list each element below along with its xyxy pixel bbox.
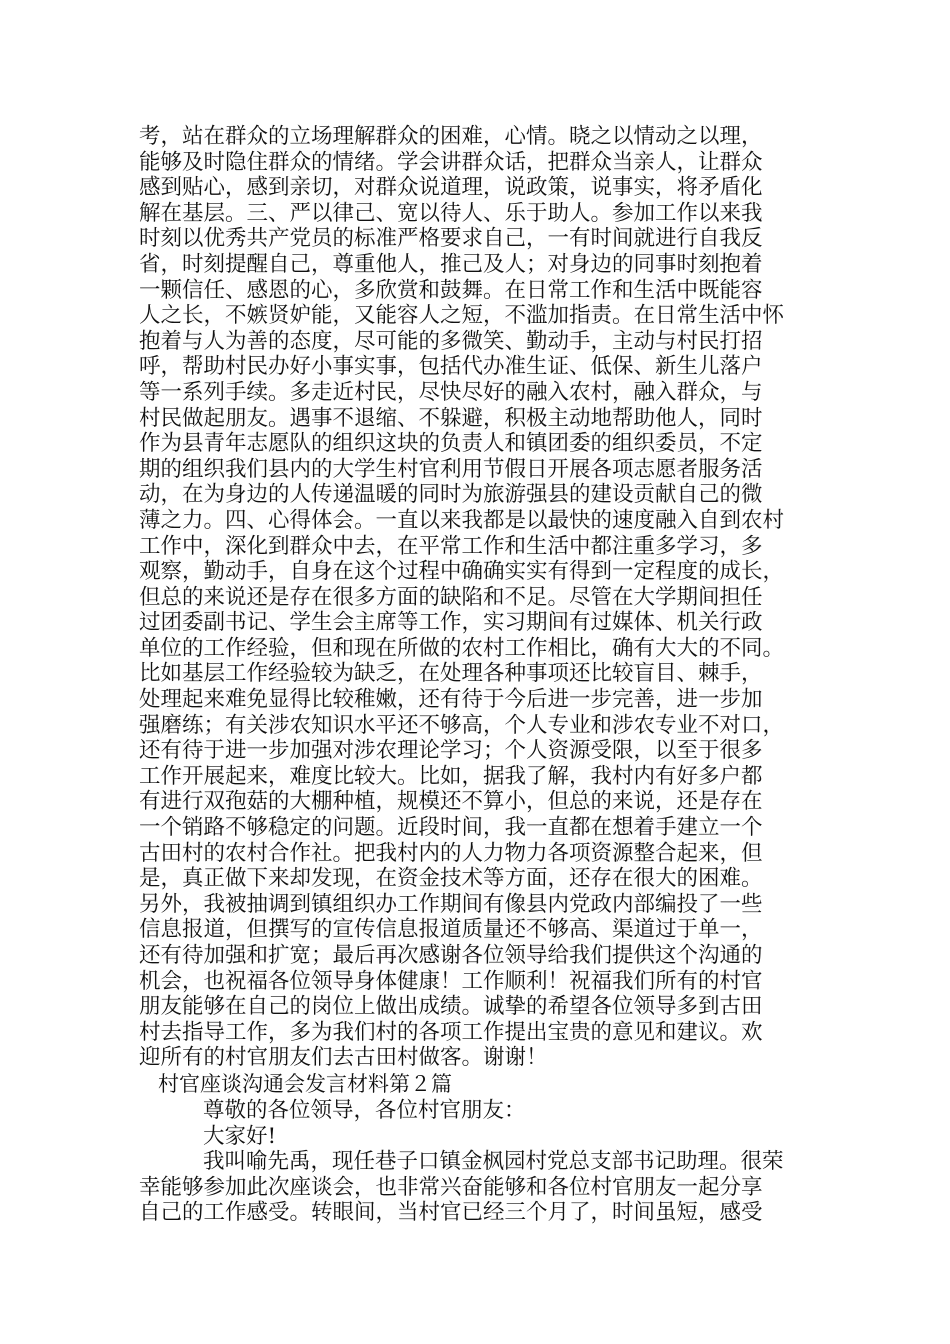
text-line: 村去指导工作，多为我们村的各项工作提出宝贵的意见和建议。欢 xyxy=(139,1019,763,1045)
text-line: 感到贴心，感到亲切，对群众说道理，说政策，说事实，将矛盾化 xyxy=(139,175,763,201)
second-section-text xyxy=(139,1098,829,1226)
text-line: 朋友能够在自己的岗位上做出成绩。诚挚的希望各位领导多到古田 xyxy=(139,994,763,1020)
text-line: 但总的来说还是存在很多方面的缺陷和不足。尽管在大学期间担任 xyxy=(139,584,763,610)
text-line: 考，站在群众的立场理解群众的困难，心情。晓之以情动之以理， xyxy=(139,124,763,149)
text-line: 迎所有的村官朋友们去古田村做客。谢谢！ xyxy=(139,1045,548,1071)
text-line: 另外，我被抽调到镇组织办工作期间有像县内党政内部编投了一些 xyxy=(139,891,763,917)
text-line: 古田村的农村合作社。把我村内的人力物力各项资源整合起来，但 xyxy=(139,840,763,866)
text-line: 信息报道，但撰写的宣传信息报道质量还不够高、渠道过于单一， xyxy=(139,917,763,943)
text-line: 动，在为身边的人传递温暖的同时为旅游强县的建设贡献自己的微 xyxy=(139,482,763,508)
text-line: 机会，也祝福各位领导身体健康！工作顺利！祝福我们所有的村官 xyxy=(139,968,763,994)
text-line: 比如基层工作经验较为缺乏，在处理各种事项还比较盲目、棘手， xyxy=(139,661,763,687)
text-line: 村民做起朋友。遇事不退缩、不躲避，积极主动地帮助他人，同时 xyxy=(139,405,763,431)
text-line: 呼，帮助村民办好小事实事，包括代办准生证、低保、新生儿落户 xyxy=(139,354,763,380)
text-line: 幸能够参加此次座谈会，也非常兴奋能够和各位村官朋友一起分享 xyxy=(139,1174,763,1200)
text-line: 大家好! xyxy=(203,1123,277,1149)
text-line: 尊敬的各位领导，各位村官朋友： xyxy=(203,1098,526,1123)
text-line: 我叫喻先禹，现任巷子口镇金枫园村党总支部书记助理。很荣 xyxy=(203,1149,784,1175)
text-line: 一颗信任、感恩的心，多欣赏和鼓舞。在日常工作和生活中既能容 xyxy=(139,277,763,303)
text-line: 人之长，不嫉贤妒能，又能容人之短，不滥加指责。在日常生活中怀 xyxy=(139,303,785,329)
text-line: 有进行双孢菇的大棚种植，规模还不算小，但总的来说，还是存在 xyxy=(139,789,763,815)
text-line: 观察，勤动手，自身在这个过程中确确实实有得到一定程度的成长， xyxy=(139,559,785,585)
text-line: 能够及时隐住群众的情绪。学会讲群众话，把群众当亲人，让群众 xyxy=(139,149,763,175)
text-line: 自己的工作感受。转眼间，当村官已经三个月了，时间虽短，感受 xyxy=(139,1200,763,1226)
text-line: 过团委副书记、学生会主席等工作，实习期间有过媒体、机关行政 xyxy=(139,610,763,636)
text-line: 省，时刻提醒自己，尊重他人，推己及人；对身边的同事时刻抱着 xyxy=(139,251,763,277)
text-line: 处理起来难免显得比较稚嫩，还有待于今后进一步完善，进一步加 xyxy=(139,687,763,713)
text-line: 还有待加强和扩宽；最后再次感谢各位领导给我们提供这个沟通的 xyxy=(139,943,763,968)
text-line: 工作开展起来，难度比较大。比如，据我了解，我村内有好多户都 xyxy=(139,763,763,789)
text-line: 期的组织我们县内的大学生村官利用节假日开展各项志愿者服务活 xyxy=(139,456,763,482)
text-line: 薄之力。四、心得体会。一直以来我都是以最快的速度融入自到农村 xyxy=(139,507,785,533)
text-line: 是，真正做下来却发现，在资金技术等方面，还存在很大的困难。 xyxy=(139,866,763,892)
text-line: 单位的工作经验，但和现在所做的农村工作相比，确有大大的不同。 xyxy=(139,635,785,661)
text-line: 工作中，深化到群众中去，在平常工作和生活中都注重多学习，多 xyxy=(139,533,763,559)
text-line: 一个销路不够稳定的问题。近段时间，我一直都在想着手建立一个 xyxy=(139,815,763,841)
text-line: 还有待于进一步加强对涉农理论学习；个人资源受限，以至于很多 xyxy=(139,738,763,764)
text-line: 时刻以优秀共产党员的标准严格要求自己，一有时间就进行自我反 xyxy=(139,226,763,252)
body-text xyxy=(139,124,829,1071)
text-line: 等一系列手续。多走近村民，尽快尽好的融入农村，融入群众，与 xyxy=(139,379,763,405)
text-line: 解在基层。三、严以律己、宽以待人、乐于助人。参加工作以来我 xyxy=(139,200,763,226)
text-line: 强磨练；有关涉农知识水平还不够高，个人专业和涉农专业不对口， xyxy=(139,712,785,738)
text-line: 抱着与人为善的态度，尽可能的多微笑、勤动手，主动与村民打招 xyxy=(139,328,763,354)
text-line: 作为县青年志愿队的组织这块的负责人和镇团委的组织委员，不定 xyxy=(139,431,763,457)
section-title: 村官座谈沟通会发言材料第２篇 xyxy=(158,1072,452,1096)
